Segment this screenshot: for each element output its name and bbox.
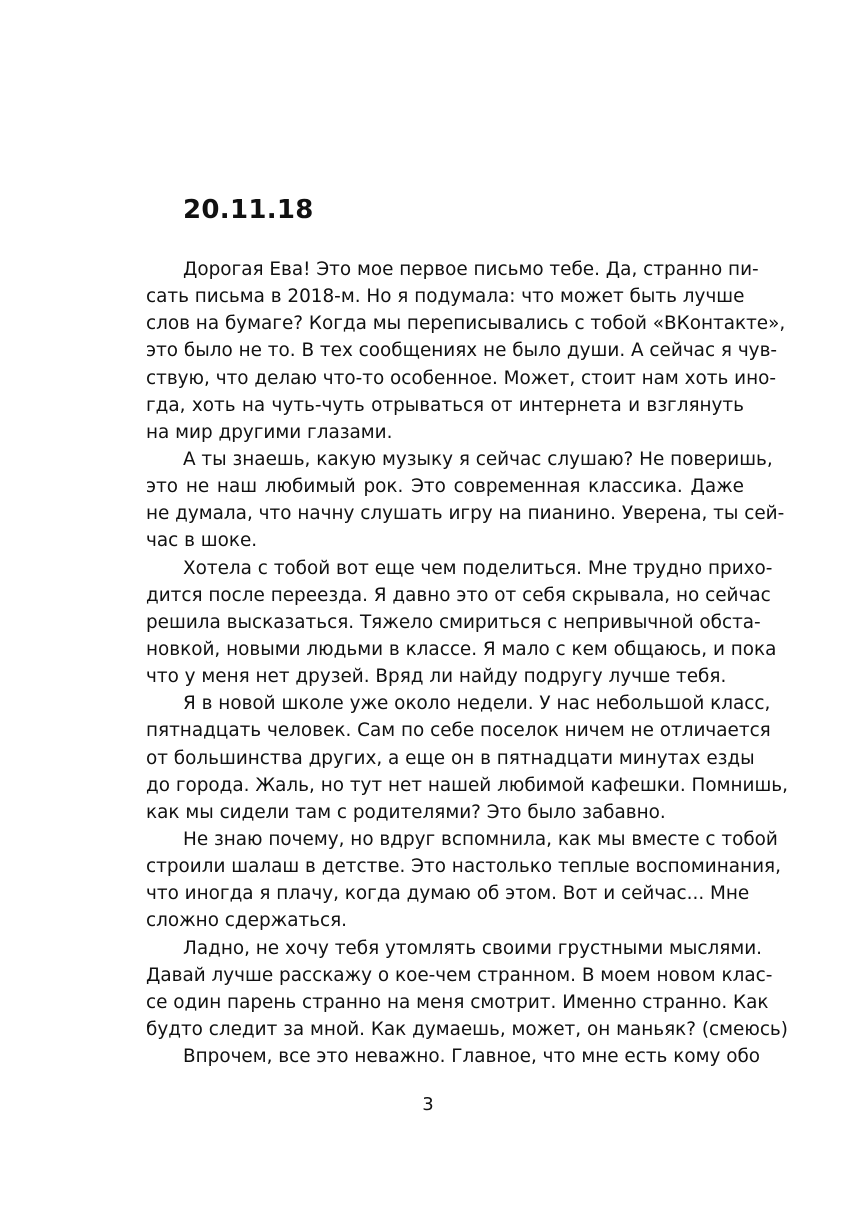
text-line: что у меня нет друзей. Вряд ли найду подругу лучше тебя.	[146, 666, 727, 688]
text-line: решила высказаться. Тяжело смириться с непривычной обста-	[146, 611, 761, 633]
text-line: слов на бумаге? Когда мы переписывались с тобой «ВКонтакте»,	[146, 313, 786, 335]
text-line: дится после переезда. Я давно это от себя скрывала, но сейчас	[146, 584, 771, 606]
text-line: час в шоке.	[146, 530, 258, 552]
page-number: 3	[422, 1094, 434, 1115]
text-line: Не знаю почему, но вдруг вспомнила, как мы вместе с тобой	[183, 828, 778, 850]
text-line: А ты знаешь, какую музыку я сейчас слушаю? Не поверишь,	[183, 448, 773, 470]
text-line: на мир другими глазами.	[146, 421, 393, 443]
text-line: сложно сдержаться.	[146, 910, 348, 932]
text-line: гда, хоть на чуть-чуть отрываться от интернета и взглянуть	[146, 394, 744, 416]
text-line: это не наш любимый рок. Это современная классика. Даже	[146, 476, 744, 498]
text-line: сать письма в 2018-м. Но я подумала: что может быть лучше	[146, 286, 745, 308]
text-line: Ладно, не хочу тебя утомлять своими грустными мыслями.	[183, 937, 762, 959]
text-line: пятнадцать человек. Сам по себе поселок ничем не отличается	[146, 720, 771, 742]
text-line: строили шалаш в детстве. Это настолько теплые воспоминания,	[146, 856, 781, 878]
text-line: что иногда я плачу, когда думаю об этом. Вот и сейчас... Мне	[146, 883, 750, 905]
text-line: до города. Жаль, но тут нет нашей любимой кафешки. Помнишь,	[146, 774, 788, 796]
text-line: се один парень странно на меня смотрит. Именно странно. Как	[146, 991, 769, 1013]
text-line: новкой, новыми людьми в классе. Я мало с кем общаюсь, и пока	[146, 638, 777, 660]
text-line: как мы сидели там с родителями? Это было забавно.	[146, 801, 666, 823]
text-line: Дорогая Ева! Это мое первое письмо тебе. Да, странно пи-	[183, 259, 759, 280]
letter-body	[146, 256, 788, 1070]
text-line: Я в новой школе уже около недели. У нас небольшой класс,	[183, 693, 771, 715]
text-line: Давай лучше расскажу о кое-чем странном. В моем новом клас-	[146, 964, 773, 986]
text-line: будто следит за мной. Как думаешь, может, он маньяк? (смеюсь)	[146, 1018, 788, 1040]
text-line: не думала, что начну слушать игру на пианино. Уверена, ты сей-	[146, 503, 785, 525]
text-line: от большинства других, а еще он в пятнадцати минутах езды	[146, 747, 755, 769]
text-line: ствую, что делаю что-то особенное. Может, стоит нам хоть ино-	[146, 367, 777, 389]
letter-date-heading: 20.11.18	[183, 195, 314, 225]
text-line: Хотела с тобой вот еще чем поделиться. Мне трудно прихо-	[183, 557, 773, 579]
text-line: это было не то. В тех сообщениях не было души. А сейчас я чув-	[146, 340, 778, 362]
text-line: Впрочем, все это неважно. Главное, что мне есть кому обо	[183, 1046, 761, 1068]
